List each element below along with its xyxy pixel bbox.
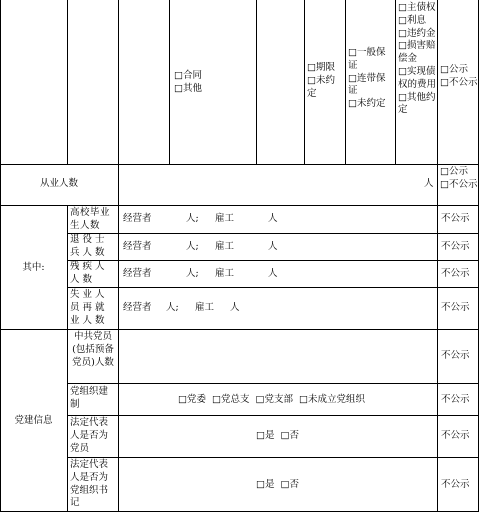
legal-rep-member-label: 法定代表人是否为党员 xyxy=(70,417,109,454)
grid-line xyxy=(67,233,479,234)
party-members-label: 中共党员(包括预备党员)人数 xyxy=(72,331,114,368)
option-general-guarantee[interactable]: □一般保证 xyxy=(348,47,386,71)
legal-rep-secretary-options[interactable]: □是 □否 xyxy=(256,479,299,490)
grid-line xyxy=(304,0,305,164)
grid-line xyxy=(0,329,479,330)
grid-line xyxy=(118,0,119,164)
grid-line xyxy=(256,0,257,164)
grid-line xyxy=(118,164,119,205)
party-label: 党建信息 xyxy=(14,415,53,426)
employees-label: 从业人数 xyxy=(39,178,78,189)
grid-line xyxy=(67,287,479,288)
reemployed-unit-1: 人; xyxy=(166,302,179,313)
graduates-staff: 雇工 xyxy=(215,213,235,224)
option-damages[interactable]: □损害赔偿金 xyxy=(398,40,436,65)
reemployed-staff: 雇工 xyxy=(195,302,215,313)
disabled-label: 残疾人人数 xyxy=(70,261,108,285)
veterans-manager: 经营者 xyxy=(123,241,152,252)
option-enforcement-cost[interactable]: □实现债权的费用 xyxy=(398,65,437,90)
disabled-unit-2: 人 xyxy=(268,268,278,279)
option-not-public[interactable]: □不公示 xyxy=(440,76,478,88)
option-public[interactable]: □公示 xyxy=(440,166,468,177)
option-interest[interactable]: □利息 xyxy=(398,14,426,26)
option-penalty[interactable]: □违约金 xyxy=(398,27,436,39)
graduates-manager: 经营者 xyxy=(123,213,152,224)
term-options xyxy=(307,62,343,100)
grid-line xyxy=(345,0,346,164)
veterans-staff: 雇工 xyxy=(215,241,235,252)
of-which-label: 其中: xyxy=(22,262,45,273)
grid-line xyxy=(67,0,68,164)
option-principal[interactable]: □主债权 xyxy=(398,2,436,13)
grid-line xyxy=(169,0,170,164)
disabled-unit-1: 人; xyxy=(186,268,199,279)
option-contract[interactable]: □合同 xyxy=(174,70,202,81)
graduates-unit-1: 人; xyxy=(186,213,199,224)
employees-publicity-options xyxy=(440,166,478,192)
legal-rep-secretary-publicity: 不公示 xyxy=(441,479,470,490)
party-org-publicity: 不公示 xyxy=(441,394,470,405)
grid-line xyxy=(67,205,68,512)
reemployed-manager: 经营者 xyxy=(123,302,152,313)
grid-line xyxy=(0,0,1,512)
grid-line xyxy=(67,260,479,261)
guarantee-scope-options xyxy=(398,2,436,117)
option-other-agreement[interactable]: □其他约定 xyxy=(398,91,436,116)
option-other[interactable]: □其他 xyxy=(174,82,202,94)
option-term[interactable]: □期限 xyxy=(307,62,335,73)
grid-line xyxy=(67,457,479,458)
publicity-options-top xyxy=(440,64,478,90)
grid-line xyxy=(67,383,479,384)
legal-rep-secretary-label: 法定代表人是否为党组织书记 xyxy=(70,459,109,509)
grid-line xyxy=(118,205,119,512)
contract-type-options xyxy=(174,70,254,96)
reemployed-publicity: 不公示 xyxy=(441,302,470,313)
grid-line xyxy=(0,164,479,165)
employees-unit: 人 xyxy=(424,178,434,189)
option-unspecified-term[interactable]: □未约定 xyxy=(307,74,335,99)
reemployed-unit-2: 人 xyxy=(230,302,240,313)
option-joint-guarantee[interactable]: □连带保证 xyxy=(348,72,386,97)
party-org-label: 党组织建制 xyxy=(70,386,109,410)
grid-line xyxy=(67,415,479,416)
veterans-unit-1: 人; xyxy=(186,241,199,252)
option-public[interactable]: □公示 xyxy=(440,64,468,75)
disabled-staff: 雇工 xyxy=(215,268,235,279)
graduates-unit-2: 人 xyxy=(268,213,278,224)
disabled-publicity: 不公示 xyxy=(441,268,470,279)
option-unspecified-guarantee[interactable]: □未约定 xyxy=(348,98,386,110)
grid-line xyxy=(437,0,438,512)
guarantee-type-options xyxy=(348,47,394,111)
party-members-publicity: 不公示 xyxy=(441,350,470,361)
grid-line xyxy=(0,205,479,206)
grid-line xyxy=(0,511,479,512)
legal-rep-member-publicity: 不公示 xyxy=(441,430,470,441)
reemployed-label: 失业人员再就业人数 xyxy=(70,289,108,326)
option-not-public[interactable]: □不公示 xyxy=(440,178,478,190)
graduates-publicity: 不公示 xyxy=(441,213,470,224)
grid-line xyxy=(395,0,396,164)
graduates-label: 高校毕业生人数 xyxy=(70,207,111,231)
veterans-unit-2: 人 xyxy=(268,241,278,252)
party-org-options[interactable]: □党委 □党总支 □党支部 □未成立党组织 xyxy=(178,394,366,405)
disabled-manager: 经营者 xyxy=(123,268,152,279)
veterans-label: 退役士兵人数 xyxy=(70,234,108,258)
veterans-publicity: 不公示 xyxy=(441,241,470,252)
legal-rep-member-options[interactable]: □是 □否 xyxy=(256,430,299,441)
